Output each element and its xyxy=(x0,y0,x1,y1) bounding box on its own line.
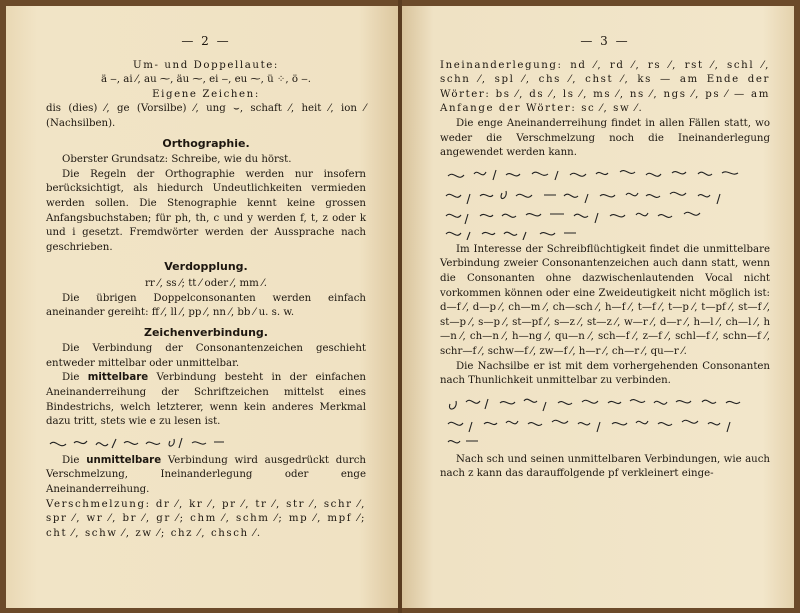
shorthand-example-block-1 xyxy=(440,164,770,240)
left-page xyxy=(6,6,398,608)
shorthand-example-block-2 xyxy=(440,392,770,450)
heading-orthographie: Orthographie. xyxy=(162,136,250,150)
term-mittelbare: mittelbare xyxy=(87,372,149,384)
umlaut-list: ä ‒, ai ⁄, au ⁓, äu ⁓, ei ‒, eu ⁓, ü ⁘, ö ‒. xyxy=(101,74,311,86)
paragraph-regeln: Die Regeln der Orthographie werden nur insofern berücksichtigt, als hiedurch Undeutlichkeiten vermieden werden sollen. Die Stenographie kennt keine grossen Anfangsbuchstaben; für ph, th, c und y werden f, t, z oder k und i gesetzt. Fremdwörter werden der Aussprache nach geschrieben. xyxy=(46,168,366,253)
paragraph-ineinanderlegung: Ineinanderlegung: nd ⁄, rd ⁄, rs ⁄, rst ⁄, schl ⁄, schn ⁄, spl ⁄, chs ⁄, chst ⁄, ks — am Ende der Wörter: bs ⁄, ds ⁄, ls ⁄, ms ⁄, ns ⁄, ngs ⁄, ps ⁄ — am Anfange der Wörter: sc ⁄, sw ⁄. xyxy=(440,59,770,115)
paragraph-mittelbare: Die mittelbare Verbindung besteht in der einfachen Aneinanderreihung der Schriftzeichen mittelst eines Bindestrichs, welch letzterer, wenn kein anderes Merkmal dazu tritt, stets wie e zu lesen ist. xyxy=(46,372,366,428)
paragraph-enge-aneinanderreihung: Die enge Aneinanderreihung findet in allen Fällen statt, wo weder die Verschmelzung noch die Ineinanderlegung angewendet werden kann. xyxy=(440,117,770,159)
paragraph-verschmelzung: Verschmelzung: dr ⁄, kr ⁄, pr ⁄, tr ⁄, str ⁄, schr ⁄, spr ⁄, wr ⁄, br ⁄, gr ⁄; chm ⁄, schm ⁄; mp ⁄, mpf ⁄; cht ⁄, schw ⁄, zw ⁄; chz ⁄, chsch ⁄. xyxy=(46,498,366,539)
heading-zeichenverbindung: Zeichenverbindung. xyxy=(144,325,268,339)
verdopplung-list: rr ⁄, ss ⁄; tt ⁄ oder ⁄, mm ⁄. xyxy=(144,277,268,289)
paragraph-nach-sch: Nach sch und seinen unmittelbaren Verbindungen, wie auch nach z kann das darauffolgende pf verkleinert einge- xyxy=(440,453,770,480)
heading-verdopplung: Verdopplung. xyxy=(164,260,248,274)
section-umlaut: Um- und Doppellaute: xyxy=(133,59,279,71)
section-eigene-zeichen: Eigene Zeichen: xyxy=(152,88,260,100)
shorthand-example-line xyxy=(46,433,366,451)
term-unmittelbare: unmittelbare xyxy=(86,454,162,466)
paragraph-doppelconsonanten: Die übrigen Doppelconsonanten werden einfach aneinander gereiht: ff ⁄, ll ⁄, pp ⁄, nn ⁄, bb ⁄ u. s. w. xyxy=(46,292,366,319)
paragraph-unmittelbare: Die unmittelbare Verbindung wird ausgedrückt durch Verschmelzung, Ineinanderlegung oder enge Aneinanderreihung. xyxy=(46,454,366,496)
paragraph-schreibfluechtigkeit: Im Interesse der Schreibflüchtigkeit findet die unmittelbare Verbindung zweier Consonantenzeichen auch dann statt, wenn die Consonanten ohne dazwischenlautenden Vocal nicht vorkommen können oder eine Zweideutigkeit nicht möglich ist: d—f ⁄, d—p ⁄, ch—m ⁄, ch—sch ⁄, h—f ⁄, t—f ⁄, t—p ⁄, t—pf ⁄, st—f ⁄, st—p ⁄, s—p ⁄, st—pf ⁄, s—z ⁄, st—z ⁄, w—r ⁄, d—r ⁄, h—l ⁄, ch—l ⁄, h—n ⁄, ch—n ⁄, h—ng ⁄, qu—n ⁄, sch—f ⁄, z—f ⁄, schl—f ⁄, schn—f ⁄, schr—f ⁄, schw—f ⁄, zw—f ⁄, h—r ⁄, ch—r ⁄, qu—r ⁄. xyxy=(440,243,770,357)
left-page-content xyxy=(46,34,366,541)
right-page xyxy=(402,6,794,608)
page-number-left: — 2 — xyxy=(181,34,231,48)
eigene-zeichen-text: dis (dies) ⁄, ge (Vorsilbe) ⁄, ung ⌣, schaft ⁄, heit ⁄, ion ⁄ (Nachsilben). xyxy=(46,103,366,129)
right-page-content xyxy=(440,34,770,482)
paragraph-grundsatz: Oberster Grundsatz: Schreibe, wie du hörst. xyxy=(62,154,292,166)
paragraph-nachsilbe-er: Die Nachsilbe er ist mit dem vorhergehenden Consonanten nach Thunlichkeit unmittelbar zu verbinden. xyxy=(440,360,770,387)
page-number-right: — 3 — xyxy=(580,34,630,48)
paragraph-verbindung: Die Verbindung der Consonantenzeichen geschieht entweder mittelbar oder unmittelbar. xyxy=(46,343,366,369)
